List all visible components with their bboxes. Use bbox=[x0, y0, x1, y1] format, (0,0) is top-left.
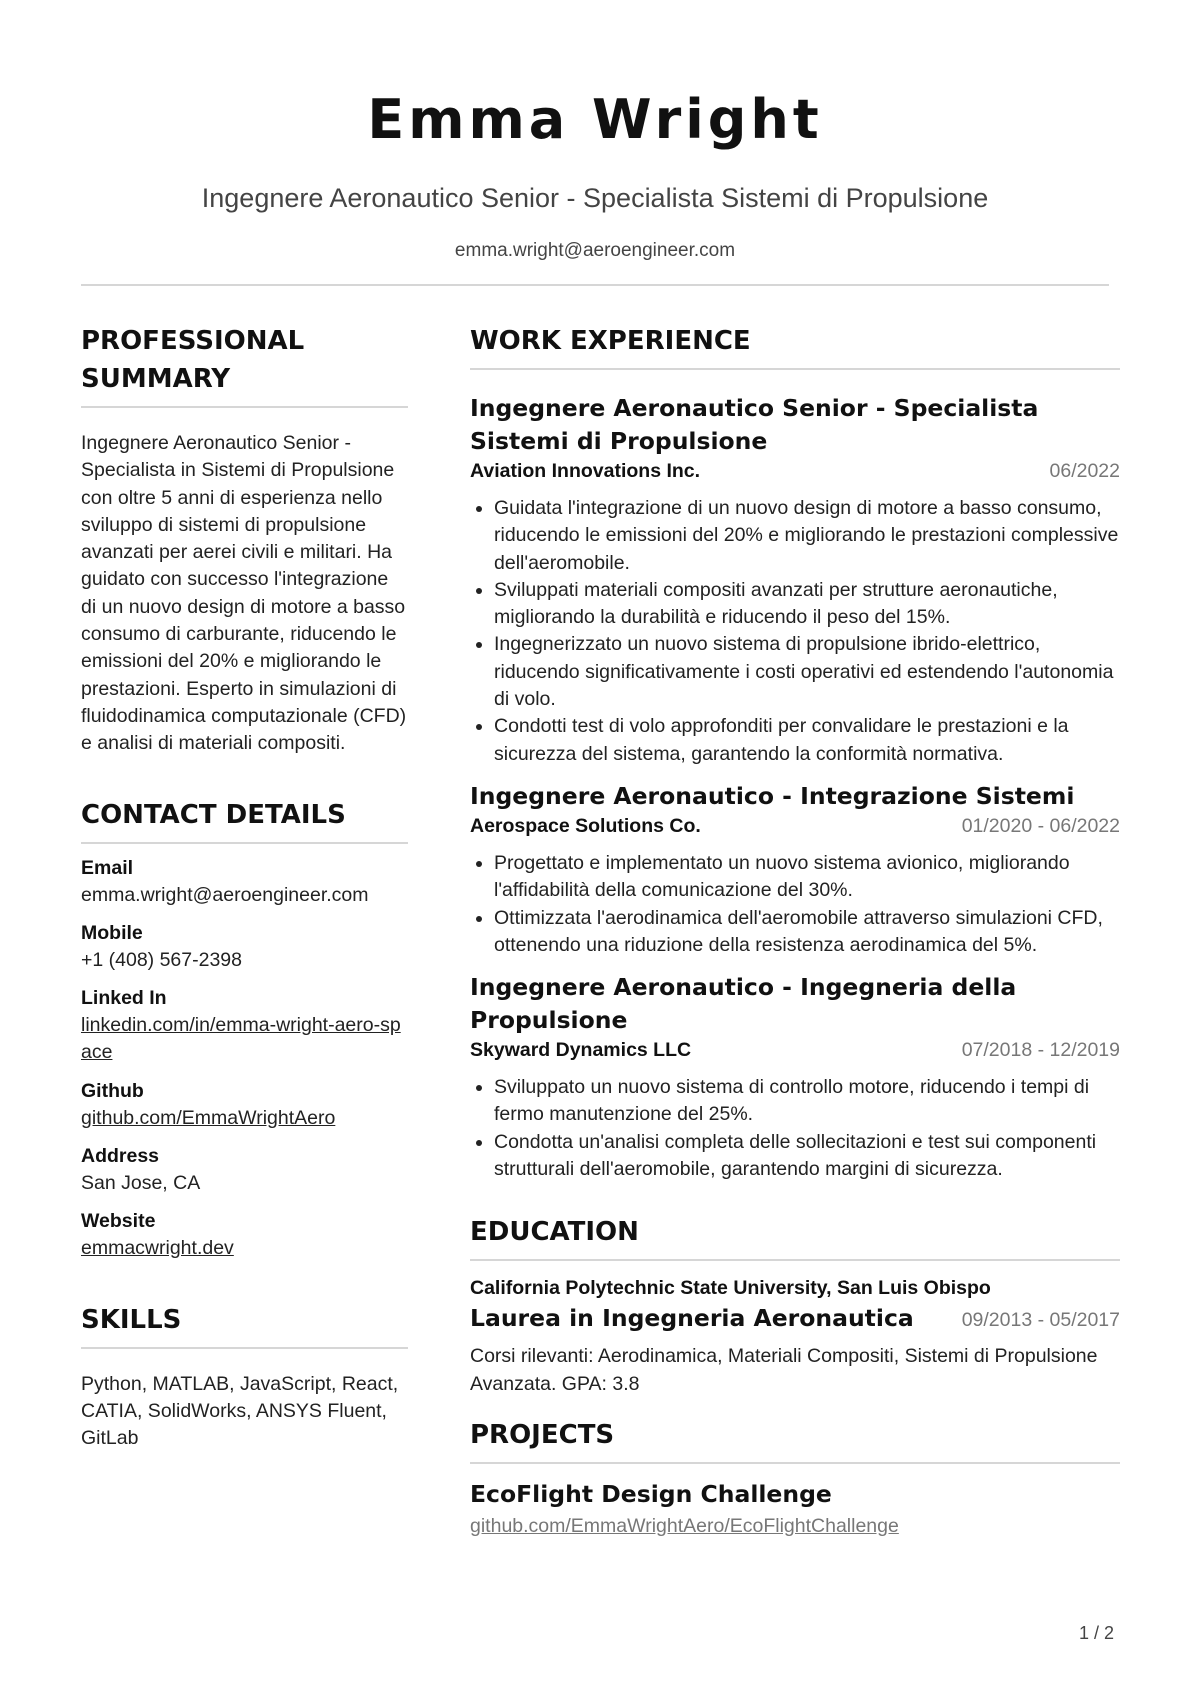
job-bullets bbox=[470, 850, 1120, 959]
job-bullet: • Condotti test di volo approfonditi per convalidare le prestazioni e la sicurezza del sistema, garantendo la conformità normativa. bbox=[494, 713, 1120, 768]
contact-title: CONTACT DETAILS bbox=[81, 796, 408, 844]
left-column bbox=[81, 322, 408, 1453]
education-school: California Polytechnic State University, San Luis Obispo bbox=[470, 1277, 991, 1300]
page-number: 1 / 2 bbox=[1078, 1623, 1114, 1643]
job-company: Aviation Innovations Inc. bbox=[470, 460, 701, 482]
job-entry bbox=[470, 971, 1120, 1183]
job-date: 01/2020 - 06/2022 bbox=[961, 814, 1120, 837]
education-degree: Laurea in Ingegneria Aeronautica bbox=[470, 1304, 914, 1333]
skills-title: SKILLS bbox=[81, 1301, 408, 1349]
header-divider bbox=[81, 284, 1109, 286]
right-column bbox=[470, 322, 1120, 1540]
project-link[interactable]: github.com/EmmaWrightAero/EcoFlightChallenge bbox=[470, 1514, 899, 1537]
job-entry bbox=[470, 392, 1120, 768]
contact-label-mobile: Mobile bbox=[81, 921, 143, 944]
job-title: Ingegnere Aeronautico - Integrazione Sistemi bbox=[470, 781, 1075, 810]
summary-text: Ingegnere Aeronautico Senior - Specialista in Sistemi di Propulsione con oltre 5 anni di esperienza nello sviluppo di sistemi di propulsione avanzati per aerei civili e militari. Ha guidato con successo l'integrazione di un nuovo design di motore a basso consumo di carburante, riducendo le emissioni del 20% e migliorando le prestazioni. Esperto in simulazioni di fluidodinamica computazionale (CFD) e analisi di materiali compositi. bbox=[81, 432, 407, 755]
skills-section bbox=[81, 1301, 408, 1453]
contact-address-value: San Jose, CA bbox=[81, 1172, 201, 1195]
education-section bbox=[470, 1213, 1120, 1398]
job-entry bbox=[470, 780, 1120, 959]
contact-label-website: Website bbox=[81, 1210, 156, 1233]
job-date: 07/2018 - 12/2019 bbox=[961, 1039, 1120, 1062]
education-date: 09/2013 - 05/2017 bbox=[961, 1309, 1120, 1332]
job-bullets bbox=[470, 1074, 1120, 1183]
linkedin-link[interactable]: linkedin.com/in/emma-wright-aero-space bbox=[81, 1014, 401, 1064]
job-bullet: • Condotta un'analisi completa delle sollecitazioni e test sui componenti strutturali dell'aeromobile, garantendo margini di sicurezza. bbox=[494, 1129, 1120, 1184]
projects-section bbox=[470, 1416, 1120, 1540]
contact-section bbox=[81, 796, 408, 1263]
job-bullet: • Ingegnerizzato un nuovo sistema di propulsione ibrido-elettrico, riducendo significativamente i costi operativi ed estendendo l'autonomia di volo. bbox=[494, 631, 1120, 713]
header-email: emma.wright@aeroengineer.com bbox=[454, 240, 736, 261]
job-company: Skyward Dynamics LLC bbox=[470, 1039, 692, 1062]
work-section bbox=[470, 322, 1120, 1183]
contact-email-value: emma.wright@aeroengineer.com bbox=[81, 883, 369, 906]
education-details: Corsi rilevanti: Aerodinamica, Materiali Compositi, Sistemi di Propulsione Avanzata. GPA: 3.8 bbox=[470, 1345, 1098, 1395]
job-bullet: • Guidata l'integrazione di un nuovo design di motore a basso consumo, riducendo le emissioni del 20% e migliorando le prestazioni complessive dell'aeromobile. bbox=[494, 495, 1120, 577]
contact-label-email: Email bbox=[81, 856, 134, 879]
resume-header bbox=[0, 0, 1190, 264]
contact-label-address: Address bbox=[81, 1145, 160, 1168]
contact-label-linkedin: Linked In bbox=[81, 987, 167, 1010]
job-bullet: • Progettato e implementato un nuovo sistema avionico, migliorando l'affidabilità della comunicazione del 30%. bbox=[494, 850, 1120, 905]
summary-title: PROFESSIONAL SUMMARY bbox=[81, 322, 408, 408]
job-bullet: • Sviluppato un nuovo sistema di controllo motore, riducendo i tempi di fermo manutenzione del 25%. bbox=[494, 1074, 1120, 1129]
github-link[interactable]: github.com/EmmaWrightAero bbox=[81, 1106, 336, 1129]
projects-title: PROJECTS bbox=[470, 1416, 1120, 1464]
website-link[interactable]: emmacwright.dev bbox=[81, 1237, 234, 1260]
project-name: EcoFlight Design Challenge bbox=[470, 1479, 832, 1508]
skills-text: Python, MATLAB, JavaScript, React, CATIA, SolidWorks, ANSYS Fluent, GitLab bbox=[81, 1372, 399, 1450]
job-date: 06/2022 bbox=[1049, 460, 1120, 482]
job-title: Ingegnere Aeronautico - Ingegneria della Propulsione bbox=[470, 973, 1017, 1035]
contact-mobile-value: +1 (408) 567-2398 bbox=[81, 948, 242, 971]
education-title: EDUCATION bbox=[470, 1213, 1120, 1261]
work-title: WORK EXPERIENCE bbox=[470, 322, 1120, 370]
contact-label-github: Github bbox=[81, 1079, 144, 1102]
job-bullet: • Sviluppati materiali compositi avanzati per strutture aeronautiche, migliorando la durabilità e riducendo il peso del 15%. bbox=[494, 577, 1120, 632]
summary-section bbox=[81, 322, 408, 758]
job-title: Ingegnere Aeronautico Senior - Specialista Sistemi di Propulsione bbox=[470, 394, 1039, 455]
candidate-name: Emma Wright bbox=[367, 88, 823, 151]
job-bullets bbox=[470, 495, 1120, 768]
job-company: Aerospace Solutions Co. bbox=[470, 814, 701, 837]
job-bullet: • Ottimizzata l'aerodinamica dell'aeromobile attraverso simulazioni CFD, ottenendo una riduzione della resistenza aerodinamica del 5%. bbox=[494, 905, 1120, 960]
headline: Ingegnere Aeronautico Senior - Specialista Sistemi di Propulsione bbox=[201, 183, 989, 213]
